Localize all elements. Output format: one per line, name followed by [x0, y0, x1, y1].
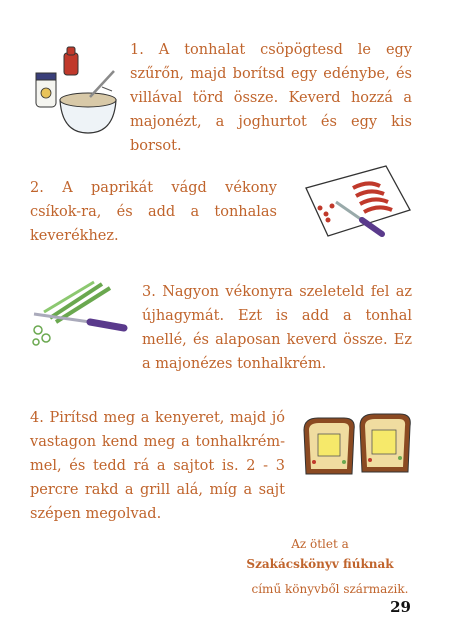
step-text: Nagyon vékonyra szeleteld fel az újhagymát. Ezt is add a tonhal mellé, és alaposan keverd össze. Ez a majonézes tonhalkrém. [142, 284, 412, 372]
credit-line-3: című könyvből származik. [251, 582, 409, 596]
step-3 [142, 280, 412, 376]
step-text: Pirítsd meg a kenyeret, majd jó vastagon kend meg a tonhalkrém-mel, és tedd rá a sajtot is. 2 - 3 percre rakd a grill alá, míg a sajt szépen megolvad. [30, 410, 285, 522]
spring-onion-knife-illustration [30, 278, 130, 348]
step-2 [30, 176, 277, 248]
step-number: 3. [142, 284, 156, 300]
page-number: 29 [390, 598, 411, 616]
step-number: 4. [30, 410, 44, 426]
credit-book-title: Szakácskönyv fiúknak [246, 557, 394, 571]
step-number: 2. [30, 180, 44, 196]
bowl-mixing-illustration [30, 45, 125, 140]
cutting-board-pepper-illustration [298, 160, 414, 245]
step-1 [130, 38, 412, 158]
step-text: A tonhalat csöpögtesd le egy szűrőn, majd borítsd egy edénybe, és villával törd össze. Keverd hozzá a majonézt, a joghurtot és egy kis borsot. [130, 42, 413, 154]
step-text: A paprikát vágd vékony csíkok-ra, és add a tonhalas keverékhez. [30, 180, 277, 244]
step-4 [30, 406, 285, 526]
toast-with-cheese-illustration [300, 412, 415, 482]
credit-line-1: Az ötlet a [291, 537, 349, 551]
step-number: 1. [130, 42, 144, 58]
